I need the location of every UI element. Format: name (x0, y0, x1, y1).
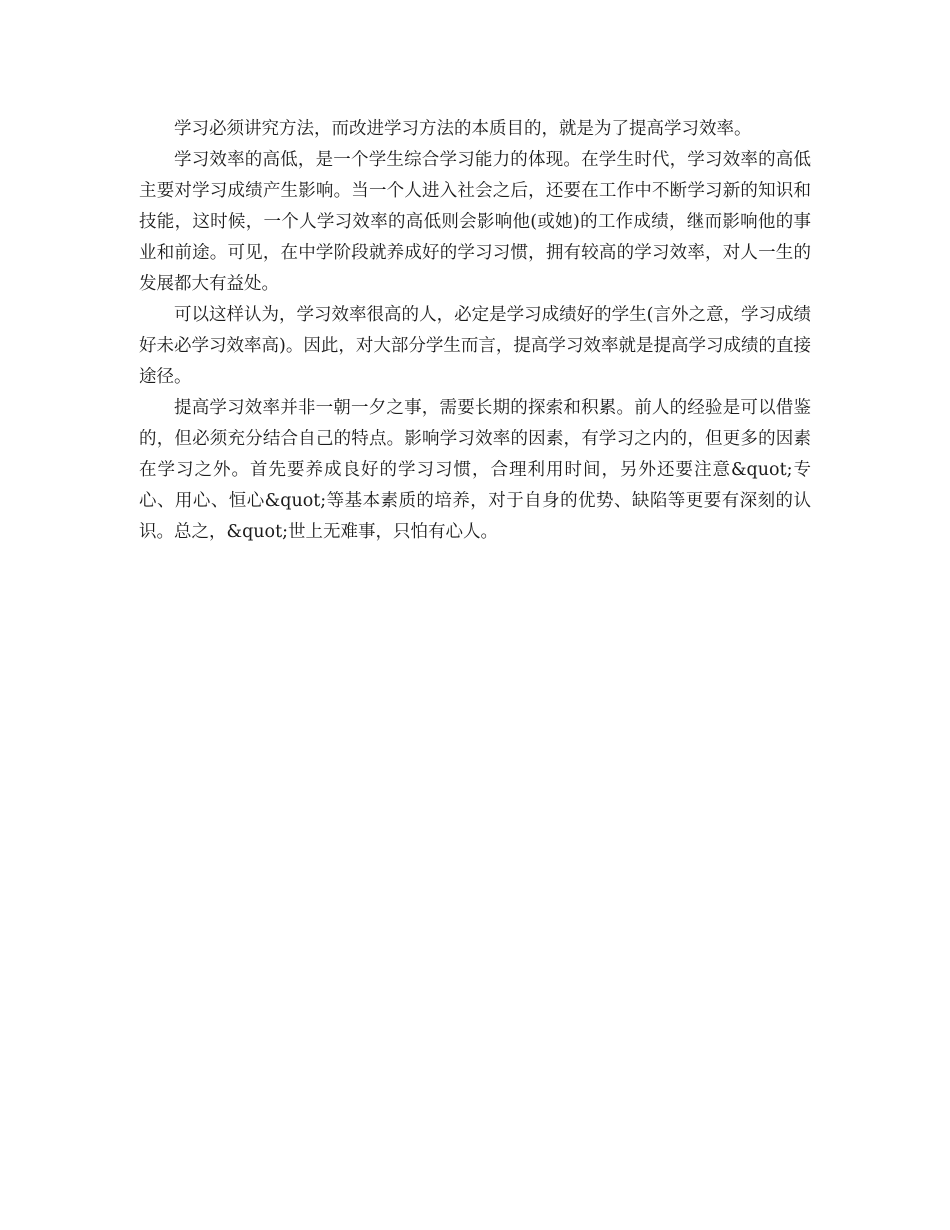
paragraph-3: 可以这样认为，学习效率很高的人，必定是学习成绩好的学生(言外之意，学习成绩好未必学习效率高)。因此，对大部分学生而言，提高学习效率就是提高学习成绩的直接途径。 (139, 305, 811, 387)
paragraph-1: 学习必须讲究方法，而改进学习方法的本质目的，就是为了提高学习效率。 (174, 119, 752, 139)
paragraph-4: 提高学习效率并非一朝一夕之事，需要长期的探索和积累。前人的经验是可以借鉴的，但必须充分结合自己的特点。影响学习效率的因素，有学习之内的，但更多的因素在学习之外。首先要养成良好的学习习惯，合理利用时间，另外还要注意&quot;专心、用心、恒心&quot;等基本素质的培养，对于自身的优势、缺陷等更要有深刻的认识。总之，&quot;世上无难事，只怕有心人。 (139, 398, 811, 542)
paragraph-2: 学习效率的高低，是一个学生综合学习能力的体现。在学生时代，学习效率的高低主要对学习成绩产生影响。当一个人进入社会之后，还要在工作中不断学习新的知识和技能，这时候，一个人学习效率的高低则会影响他(或她)的工作成绩，继而影响他的事业和前途。可见，在中学阶段就养成好的学习习惯，拥有较高的学习效率，对人一生的发展都大有益处。 (139, 150, 811, 294)
document-body (139, 114, 811, 548)
